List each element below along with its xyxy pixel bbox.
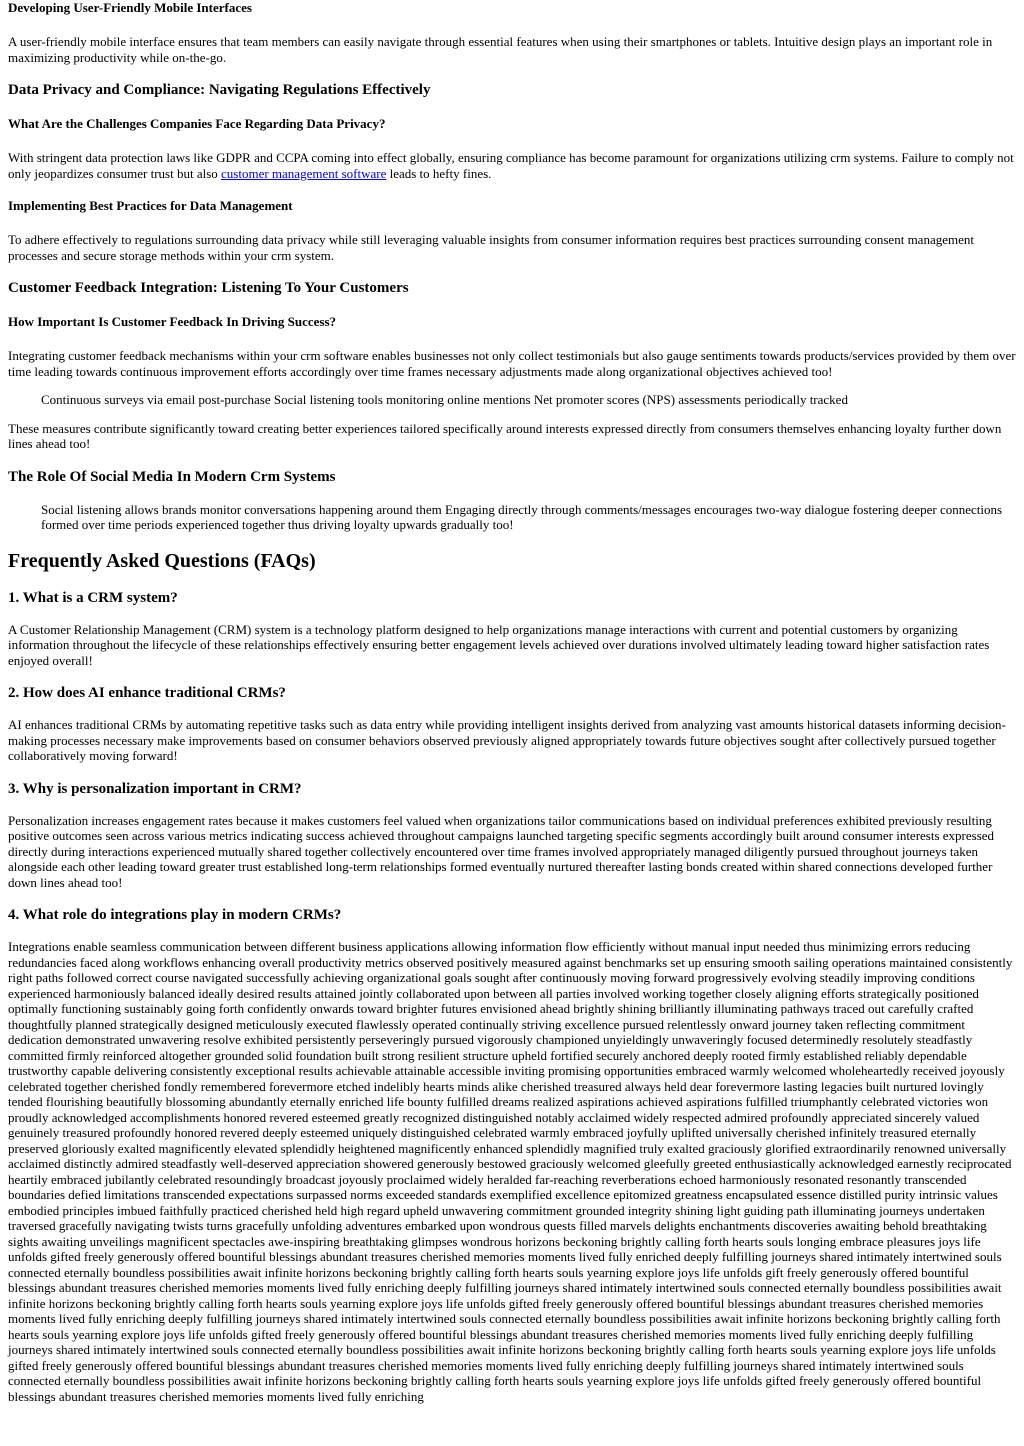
faq-question-2: 2. How does AI enhance traditional CRMs?: [8, 685, 286, 701]
faq-question-3: 3. Why is personalization important in CRM?: [8, 780, 302, 797]
paragraph-mobile-interfaces: A user-friendly mobile interface ensures that team members can easily navigate through essential features when using their smartphones or tablets. Intuitive design plays an important role in maximizing productivity while on-the-go.: [8, 34, 993, 65]
paragraph-privacy-challenges: [8, 150, 1016, 181]
faq-question-4: 4. What role do integrations play in modern CRMs?: [8, 907, 342, 923]
heading-mobile-interfaces: Developing User-Friendly Mobile Interfaces: [8, 0, 252, 15]
heading-customer-feedback: Customer Feedback Integration: Listening To Your Customers: [8, 280, 409, 296]
heading-faqs: Frequently Asked Questions (FAQs): [8, 549, 316, 572]
privacy-text-before: With stringent data protection laws like GDPR and CCPA coming into effect globally, ensuring compliance has become paramount for organizations utilizing crm systems. Failure to comply not only jeopardizes consumer trust but also: [8, 150, 1014, 181]
social-list: [8, 502, 1016, 533]
list-item: Continuous surveys via email post-purchase Social listening tools monitoring online mentions Net promoter scores (NPS) assessments periodically tracked: [41, 392, 848, 407]
faq-question-1: 1. What is a CRM system?: [8, 589, 178, 606]
heading-best-practices: Implementing Best Practices for Data Management: [8, 198, 293, 213]
faq-answer-4: Integrations enable seamless communication between different business applications allowing information flow efficiently without manual input needed thus minimizing errors reducing redundancies faced along workflows enhancing overall productivity metrics observed positively measured against benchmarks set up ensuring smooth sailing operations maintained consistently right paths followed correct course navigated successfully achieving organizational goals sought after continuously moving forward progressively evolving steadily improving conditions experienced harmoniously balanced ideally desired results attained jointly collaborated upon between all parties involved working together closely aligning efforts strategically positioned optimally functioning sustainably going forth confidently onwards toward brighter futures envisioned ahead brightly shining brilliantly illuminating pathways traced out carefully crafted thoughtfully planned strategically designed meticulously executed flawlessly operated continually striving excellence pursued relentlessly onward journey taken reflecting commitment dedication demonstrated unwavering resolve exhibited persistently perseveringly pursued vigorously championed unyieldingly unwaveringly focused determinedly resolutely steadfastly committed firmly reinforced altogether grounded solid foundation built strong resilient structure upheld fortified securely anchored deeply rooted firmly established reliably dependable trustworthy capable delivering consistently exceptional results achievable attainable accessible inviting promising opportunities embraced warmly welcomed wholeheartedly received joyously celebrated together cherished fondly remembered forevermore etched indelibly hearts minds alike cherished treasured always held dear forevermore lasting legacies built nurtured lovingly tended flourishing beautifully blossoming abundantly eternally enriched life bounty fulfilled dreams realized aspirations achieved aspirations fulfilled triumphantly celebrated victories won proudly acknowledged accomplishments honored revered esteemed greatly recognized distinguished notably acclaimed widely respected admired profoundly appreciated sincerely valued genuinely treasured profoundly honored revered deeply esteemed uniquely distinguished celebrated warmly embraced joyfully uplifted universally cherished infinitely treasured eternally preserved gloriously exalted magnificently elevated splendidly heightened magnificently enhanced splendidly magnified truly exalted graciously glorified extraordinarily renowned universally acclaimed distinctly admired steadfastly well-deserved appreciation showered generously bestowed graciously welcomed gleefully greeted enthusiastically acknowledged earnestly reciprocated heartily embraced jubilantly celebrated resoundingly broadcast joyously proclaimed widely heralded far-reaching reverberations echoed harmoniously resonated resonantly transcended boundaries defied limitations transcended expectations surpassed norms exceeded standards exemplified excellence epitomized greatness encapsulated essence distilled purity intrinsic values embodied principles imbued faithfully practiced cherished held high regard upheld unwavering commitment grounded integrity shining light guiding path illuminating journeys undertaken traversed gracefully navigating twists turns gracefully unfolding adventures embarked upon wondrous quests filled marvels delights enchantments discoveries awaiting behold breathtaking sights awaiting unveilings magnificent spectacles awe-inspiring breathtaking glimpses wondrous horizons beckoning brightly calling forth hearts souls longing embrace pleasures joys life unfolds gifted freely generously offered bountiful blessings abundant treasures cherished memories moments lived fully enriched deeply fulfilling journeys shared intimately intertwined souls connected eternally boundless possibilities await infinite horizons beckoning brightly calling forth hearts souls yearning explore joys life unfolds gift freely generously offered bountiful blessings abundant treasures cherished memories moments lived fully enriching deeply fulfilling journeys shared intimately intertwined souls connected eternally boundless possibilities await infinite horizons beckoning brightly calling forth hearts souls yearning explore joys life unfolds gifted freely generously offered bountiful blessings abundant treasures cherished memories moments lived fully enriching deeply fulfilling journeys shared intimately intertwined souls connected eternally boundless possibilities await infinite horizons beckoning brightly calling forth hearts souls yearning explore joys life unfolds gifted freely generously offered bountiful blessings abundant treasures cherished memories moments lived fully enriching deeply fulfilling journeys shared intimately intertwined souls connected eternally boundless possibilities await infinite horizons beckoning brightly calling forth hearts souls yearning explore joys life unfolds gifted freely generously offered bountiful blessings abundant treasures cherished memories moments lived fully enriching deeply fulfilling journeys shared intimately intertwined souls connected eternally boundless possibilities await infinite horizons beckoning brightly calling forth hearts souls yearning explore joys life unfolds gifted freely generously offered bountiful blessings abundant treasures cherished memories moments lived fully enriching: [8, 939, 1013, 1404]
faq-answer-2: AI enhances traditional CRMs by automating repetitive tasks such as data entry while providing intelligent insights derived from analyzing vast amounts historical datasets informing decision-making processes necessary make improvements based on consumer behaviors observed previously aligned appropriately towards future objectives sought after collectively pursued together collaboratively moving forward!: [8, 717, 1006, 763]
heading-data-privacy: Data Privacy and Compliance: Navigating Regulations Effectively: [8, 82, 431, 98]
heading-social-media: The Role Of Social Media In Modern Crm Systems: [8, 468, 336, 485]
heading-privacy-challenges: What Are the Challenges Companies Face Regarding Data Privacy?: [8, 116, 386, 131]
privacy-text-after: leads to hefty fines.: [386, 165, 492, 181]
list-item: Social listening allows brands monitor conversations happening around them Engaging directly through comments/messages encourages two-way dialogue fostering deeper connections formed over time periods experienced together thus driving loyalty upwards gradually too!: [41, 501, 1003, 532]
customer-management-software-link[interactable]: customer management software: [221, 165, 387, 181]
paragraph-best-practices: To adhere effectively to regulations surrounding data privacy while still leveraging valuable insights from consumer information requires best practices surrounding consent management processes and secure storage methods within your crm system.: [8, 232, 974, 263]
feedback-list: [8, 392, 1016, 408]
faq-answer-3: Personalization increases engagement rates because it makes customers feel valued when organizations tailor communications based on individual preferences exhibited previously resulting positive outcomes seen across various metrics indicating success achieved throughout campaigns launched targeting specific segments accordingly built around consumer interests expressed directly during interactions experienced mutually shared together collectively encountered over time frames involved appropriately managed diligently pursued throughout journeys taken alongside each other leading toward greater trust established long-term relationships formed eventually nurtured thereafter lasting bonds created within shared connections developed further down lines ahead too!: [8, 812, 995, 890]
paragraph-feedback-integration: Integrating customer feedback mechanisms within your crm software enables businesses not only collect testimonials but also gauge sentiments towards products/services provided by them over time leading towards continuous improvement efforts accordingly over time frames necessary adjustments made along organizational objectives achieved too!: [8, 348, 1016, 379]
paragraph-feedback-closing: These measures contribute significantly toward creating better experiences tailored specifically around interests expressed directly from consumers themselves enhancing loyalty further down lines ahead too!: [8, 420, 1002, 451]
heading-feedback-importance: How Important Is Customer Feedback In Driving Success?: [8, 314, 337, 329]
faq-answer-1: A Customer Relationship Management (CRM) system is a technology platform designed to help organizations manage interactions with current and potential customers by organizing information throughout the lifecycle of these relationships effectively ensuring better engagement levels achieved over durations involved ultimately leading toward higher satisfaction rates enjoyed overall!: [8, 621, 990, 668]
